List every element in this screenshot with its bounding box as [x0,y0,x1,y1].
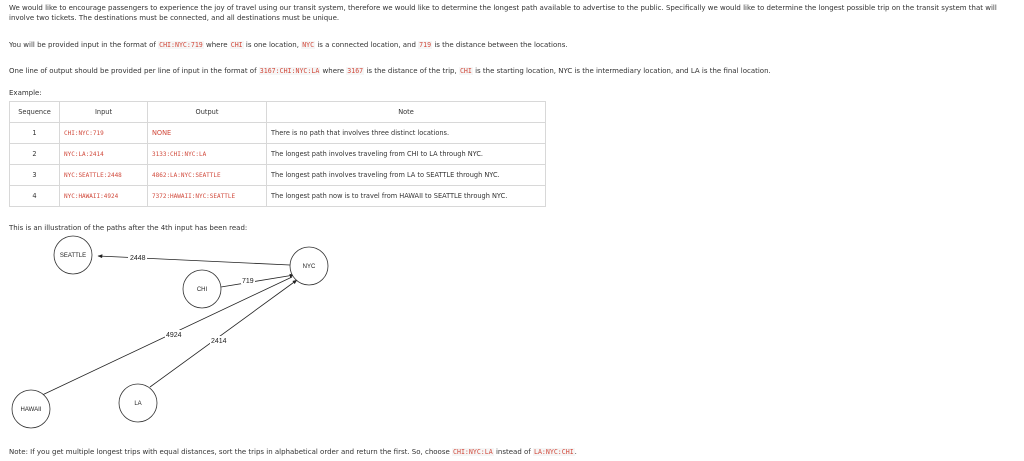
example-table [9,101,546,207]
table-header-row [10,102,546,123]
cell-note: The longest path now is to travel from HAWAII to SEATTLE through NYC. [267,186,546,207]
intro-line-2: involve two tickets. The destinations must be connected, and all destinations must be unique. [9,14,340,22]
text-span: One line of output should be provided per line of input in the format of [9,67,259,75]
table-row [10,144,546,165]
cell-note: The longest path involves traveling from CHI to LA through NYC. [267,144,546,165]
node-label-chi: CHI [196,287,208,293]
node-label-hawaii: HAWAII [20,407,42,413]
cell-note: There is no path that involves three distinct locations. [267,123,546,144]
cell-output: 7372:HAWAII:NYC:SEATTLE [148,186,267,207]
node-la [119,384,157,422]
header-sequence: Sequence [10,102,60,123]
node-label-seattle: SEATTLE [59,253,87,259]
cell-sequence: 4 [10,186,60,207]
node-label-la: LA [134,401,142,407]
footer-note [9,447,577,457]
text-span: where [203,41,230,49]
inline-code: 3167:CHI:NYC:LA [259,67,320,75]
path-graph [0,235,420,440]
text-span: You will be provided input in the format of [9,41,159,49]
output-format-text [9,66,771,76]
node-label-nyc: NYC [302,264,316,270]
text-span: instead of [493,448,533,456]
cell-note: The longest path involves traveling from LA to SEATTLE through NYC. [267,165,546,186]
header-input: Input [60,102,148,123]
table-row [10,123,546,144]
cell-output: 4862:LA:NYC:SEATTLE [148,165,267,186]
cell-input: NYC:LA:2414 [60,144,148,165]
inline-code: CHI [459,67,472,75]
example-label: Example: [9,89,42,97]
edge-label-nyc-hawaii: 4924 [166,332,182,339]
text-span: Note: If you get multiple longest trips with equal distances, sort the trips in alphabetical order and return the first. So, choose [9,448,453,456]
cell-output: NONE [148,123,267,144]
edge-nyc-seattle [98,256,290,265]
inline-code: 3167 [347,67,364,75]
text-span: where [320,67,347,75]
text-span: is the starting location, NYC is the intermediary location, and LA is the final location. [472,67,771,75]
inline-code: CHI:NYC:LA [453,448,493,456]
inline-code: CHI:NYC:719 [159,41,203,49]
header-output: Output [148,102,267,123]
text-span: . [574,448,577,456]
text-span: is the distance of the trip, [364,67,459,75]
inline-code: 719 [419,41,432,49]
edge-label-nyc-la: 2414 [211,338,227,345]
node-hawaii [12,390,50,428]
input-format-text [9,40,568,50]
node-seattle [54,236,92,274]
text-span: is a connected location, and [315,41,419,49]
cell-sequence: 3 [10,165,60,186]
edge-label-nyc-seattle: 2448 [130,255,146,262]
cell-output: 3133:CHI:NYC:LA [148,144,267,165]
edge-label-nyc-chi: 719 [242,278,254,285]
cell-sequence: 1 [10,123,60,144]
inline-code: NYC [302,41,315,49]
inline-code: CHI [230,41,243,49]
text-span: is the distance between the locations. [432,41,568,49]
table-row [10,165,546,186]
cell-input: CHI:NYC:719 [60,123,148,144]
cell-sequence: 2 [10,144,60,165]
table-row [10,186,546,207]
illustration-caption: This is an illustration of the paths after the 4th input has been read: [9,224,248,232]
intro-line-1: We would like to encourage passengers to experience the joy of travel using our transit system, therefore we would like to determine the longest path available to advertise to the public. Specifically we would like to determine the longest possible trip on the transit system that will [9,4,997,12]
cell-input: NYC:SEATTLE:2448 [60,165,148,186]
header-note: Note [267,102,546,123]
node-nyc [290,247,328,285]
text-span: is one location, [243,41,302,49]
cell-input: NYC:HAWAII:4924 [60,186,148,207]
inline-code: LA:NYC:CHI [533,448,574,456]
node-chi [183,270,221,308]
